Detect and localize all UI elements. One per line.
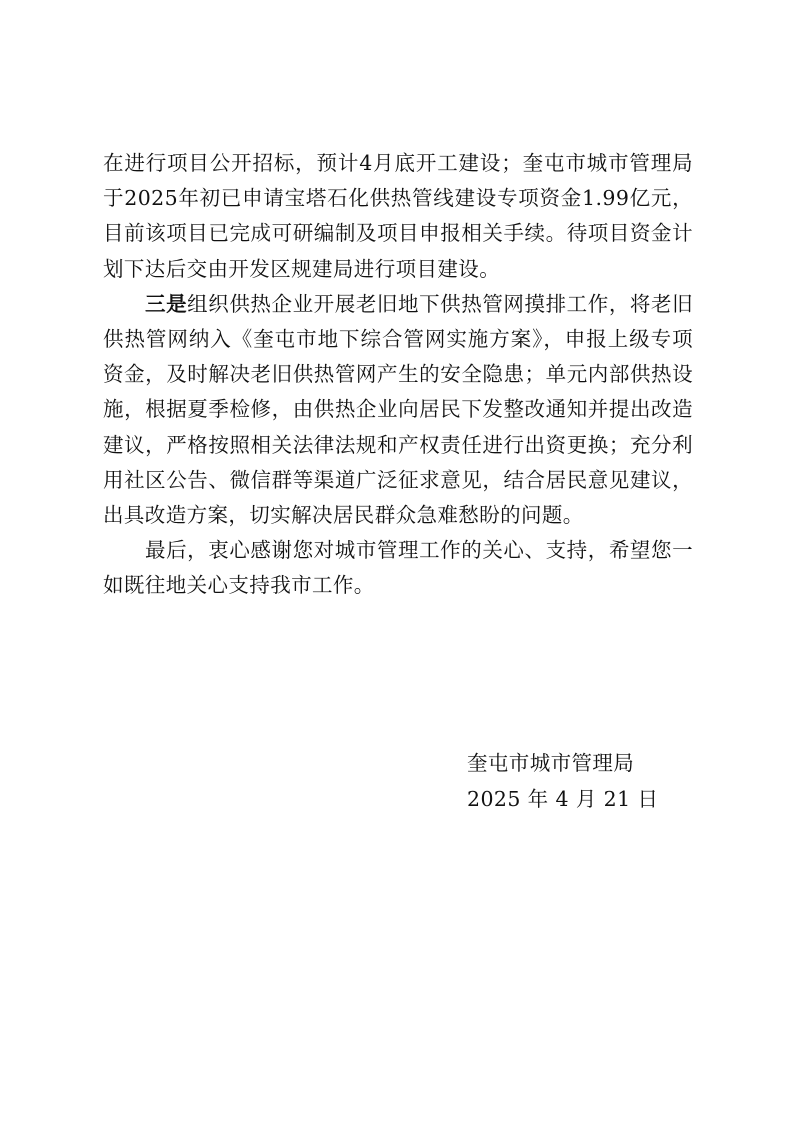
paragraph-text: 最后，衷心感谢您对城市管理工作的关心、支持，希望您一如既往地关心支持我市工作。 — [103, 538, 693, 598]
signature-organization: 奎屯市城市管理局 — [467, 751, 635, 775]
signature-block — [467, 745, 707, 817]
paragraph-lead: 三是 — [145, 291, 188, 316]
letter-body — [103, 146, 693, 604]
paragraph-point-three — [103, 287, 693, 533]
signature-date: 2025 年 4 月 21 日 — [467, 787, 659, 811]
paragraph-text: 在进行项目公开招标，预计4月底开工建设；奎屯市城市管理局于2025年初已申请宝塔石化供热管线建设专项资金1.99亿元，目前该项目已完成可研编制及项目申报相关手续。待项目资金计划下达后交由开发区规建局进行项目建设。 — [103, 151, 693, 281]
paragraph-continuation — [103, 146, 693, 287]
paragraph-closing — [103, 533, 693, 603]
paragraph-text: 组织供热企业开展老旧地下供热管网摸排工作，将老旧供热管网纳入《奎屯市地下综合管网实施方案》，申报上级专项资金，及时解决老旧供热管网产生的安全隐患；单元内部供热设施，根据夏季检修，由供热企业向居民下发整改通知并提出改造建议，严格按照相关法律法规和产权责任进行出资更换；充分利用社区公告、微信群等渠道广泛征求意见，结合居民意见建议，出具改造方案，切实解决居民群众急难愁盼的问题。 — [103, 291, 693, 528]
